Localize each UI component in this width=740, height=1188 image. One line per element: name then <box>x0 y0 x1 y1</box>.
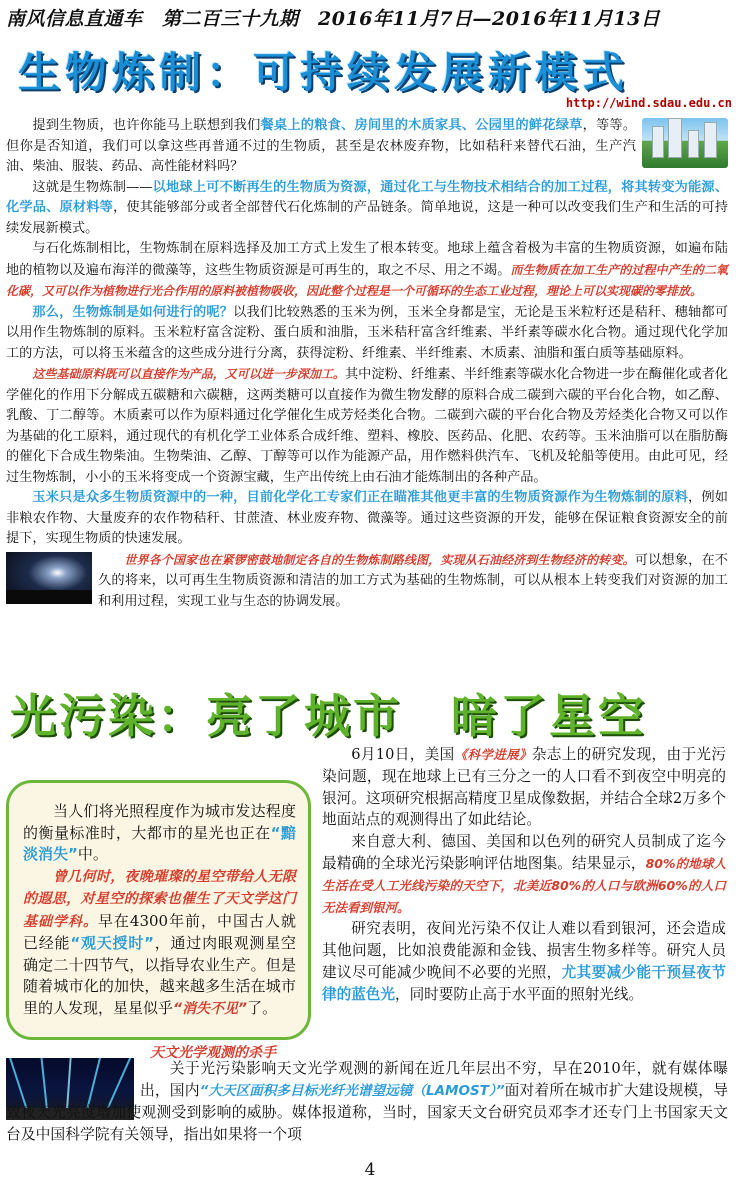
paragraph: 与石化炼制相比，生物炼制在原料选择及加工方式上发生了根本转变。地球上蕴含着极为丰富的生物质资源，如遍布陆地的植物以及遍布海洋的微藻等，这些生物质资源是可再生的，取之不尽、用之不竭。而生物质在加工生产的过程中产生的二氧化碳，又可以作为植物进行光合作用的原料被植物吸收，因此整个过程是一个可循环的生态工业过程，理论上可以实现碳的零排放。 <box>6 241 728 298</box>
highlight: 尤其要减少能干预昼夜节律的蓝色光 <box>322 963 726 1003</box>
paragraph: 当人们将光照程度作为城市发达程度的衡量标准时，大都市的星光也正在“黯淡消失”中。 <box>23 802 296 863</box>
night-sky-image <box>6 552 92 604</box>
article2-last-paragraph <box>6 1058 728 1145</box>
highlight-red: 曾几何时，夜晚璀璨的星空带给人无限的遐思，对星空的探索也催生了天文学这门基础学科。 <box>23 868 296 930</box>
highlight-red: 这些基础原料既可以直接作为产品，又可以进一步深加工。 <box>32 367 345 381</box>
journal-name: 《科学进展》 <box>454 747 532 762</box>
paragraph: 曾几何时，夜晚璀璨的星空带给人无限的遐思，对星空的探索也催生了天文学这门基础学科。早在4300年前，中国古人就已经能“观天授时”，通过肉眼观测星空确定二十四节气，以指导农业生产。但是随着城市化的加快，越来越多生活在城市里的人发现，星星似乎“消失不见”了。 <box>23 868 296 1017</box>
highlight: “黯淡消失” <box>23 823 296 863</box>
highlight-red: 世界各个国家也在紧锣密鼓地制定各自的生物炼制路线图，实现从石油经济到生物经济的转变。 <box>124 552 635 567</box>
highlight: 玉米只是众多生物质资源中的一种，目前化学化工专家们正在瞄准其他更丰富的生物质资源作为生物炼制的原料 <box>32 490 689 505</box>
article1-title: 生物炼制：可持续发展新模式 <box>18 48 630 97</box>
highlight: 以地球上可不断再生的生物质为资源，通过化工与生物技术相结合的加工过程，将其转变为能源、化学品、原材料等 <box>6 179 729 215</box>
article1-body <box>6 116 728 612</box>
paragraph: 提到生物质，也许你能马上联想到我们餐桌上的粮食、房间里的木质家具、公园里的鲜花绿草，等等。但你是否知道，我们可以拿这些再普通不过的生物质，甚至是农林废弃物，比如秸秆来替代石油，生产汽油、柴油、服装、药品、高性能材料吗？ <box>6 116 728 178</box>
paragraph: 玉米只是众多生物质资源中的一种，目前化学化工专家们正在瞄准其他更丰富的生物质资源作为生物炼制的原料，例如非粮农作物、大量废弃的农作物秸秆、甘蔗渣、林业废弃物、微藻等。通过这些资源的开发，能够在保证粮食资源安全的前提下，实现生物质的快速发展。 <box>6 490 728 546</box>
paragraph: 这些基础原料既可以直接作为产品，又可以进一步深加工。其中淀粉、纤维素、半纤维素等碳水化合物进一步在酶催化或者化学催化的作用下分解成五碳糖和六碳糖，这两类糖可以直接作为微生物发酵的原料合成二碳到六碳的平台化合物，如乙醇、乳酸、丁二醇等。木质素可以作为原料通过化学催化生成芳烃类化合物。二碳到六碳的平台化合物及芳烃类化合物又可以作为基础的化工原料，通过现代的有机化学工业体系合成纤维、塑料、橡胶、医药品、化肥、农药等。玉米油脂可以在脂肪酶的催化下合成生物柴油。生物柴油、乙醇、丁醇等可以作为能源产品，用作燃料供汽车、飞机及轮船等使用。由此可见，经过生物炼制，小小的玉米将变成一个资源宝藏，生产出传统上由石油才能炼制出的各种产品。 <box>6 367 728 485</box>
highlight-red: 80%的地球人生活在受人工光线污染的天空下，北美近80%的人口与欧洲60%的人口无法看到银河。 <box>322 855 726 915</box>
highlight: 那么，生物炼制是如何进行的呢？ <box>32 304 234 320</box>
issue-header: 南风信息直通车 第二百三十九期 2016年11月7日—2016年11月13日 <box>6 8 661 30</box>
highlight: 餐桌上的粮食、房间里的木质家具、公园里的鲜花绿草 <box>260 118 583 133</box>
intro-box <box>6 780 311 1040</box>
city-park-image <box>642 118 728 168</box>
article2-column <box>322 744 726 1006</box>
paragraph: 这就是生物炼制——以地球上可不断再生的生物质为资源，通过化工与生物技术相结合的加工过程，将其转变为能源、化学品、原材料等，使其能够部分或者全部替代石化炼制的产品链条。简单地说，这是一种可以改变我们生产和生活的可持续发展新模式。 <box>6 179 729 236</box>
paragraph: 研究表明，夜间光污染不仅让人难以看到银河，还会造成其他问题，比如浪费能源和金钱、损害生物多样等。研究人员建议尽可能减少晚间不必要的光照，尤其要减少能干预昼夜节律的蓝色光，同时要防止高于水平面的照射光线。 <box>322 920 726 1003</box>
telescope-name: “大天区面积多目标光纤光谱望远镜（LAMOST）” <box>199 1082 505 1099</box>
highlight-red: “消失不见” <box>173 1000 248 1017</box>
article2-title: 光污染：亮了城市 暗了星空 <box>10 689 647 743</box>
highlight: “观天授时” <box>70 934 154 952</box>
source-url[interactable]: http://wind.sdau.edu.cn <box>565 96 732 110</box>
highlight-red: 而生物质在加工生产的过程中产生的二氧化碳，又可以作为植物进行光合作用的原料被植物吸收，因此整个过程是一个可循环的生态工业过程，理论上可以实现碳的零排放。 <box>6 262 728 298</box>
paragraph: 来自意大利、德国、美国和以色列的研究人员制成了迄今最精确的全球光污染影响评估地图集。结果显示，80%的地球人生活在受人工光线污染的天空下，北美近80%的人口与欧洲60%的人口无法看到银河。 <box>322 833 726 915</box>
page-number: 4 <box>364 1160 376 1180</box>
paragraph: 世界各个国家也在紧锣密鼓地制定各自的生物炼制路线图，实现从石油经济到生物经济的转变。可以想象，在不久的将来，以可再生生物质资源和清洁的加工方式为基础的生物炼制，可以从根本上转变我们对资源的加工和利用过程，实现工业与生态的协调发展。 <box>6 550 728 613</box>
paragraph: 那么，生物炼制是如何进行的呢？以我们比较熟悉的玉米为例，玉米全身都是宝，无论是玉米粒籽还是秸秆、穗轴都可以用作生物炼制的原料。玉米粒籽富含淀粉、蛋白质和油脂，玉米秸秆富含纤维素、半纤素等碳水化合物。通过现代化学加工的方法，可以将玉米蕴含的这些成分进行分离，获得淀粉、纤维素、半纤维素、木质素、油脂和蛋白质等基础原料。 <box>6 304 729 361</box>
paragraph: 关于光污染影响天文光学观测的新闻在近几年层出不穷，早在2010年，就有媒体曝出，国内“大天区面积多目标光纤光谱望远镜（LAMOST）”面对着所在城市扩大建设规模，导致夜天光亮度增加使观测受到影响的威胁。媒体报道称，当时，国家天文台研究员邓李才还专门上书国家天文台及中国科学院有关领导，指出如果将一个项 <box>6 1060 728 1143</box>
paragraph: 6月10日，美国《科学进展》杂志上的研究发现，由于光污染问题，现在地球上已有三分之一的人口看不到夜空中明亮的银河。这项研究根据高精度卫星成像数据，并结合全球2万多个地面站点的观测得出了如此结论。 <box>322 746 726 829</box>
section-subtitle: 天文光学观测的杀手 <box>150 1045 276 1061</box>
